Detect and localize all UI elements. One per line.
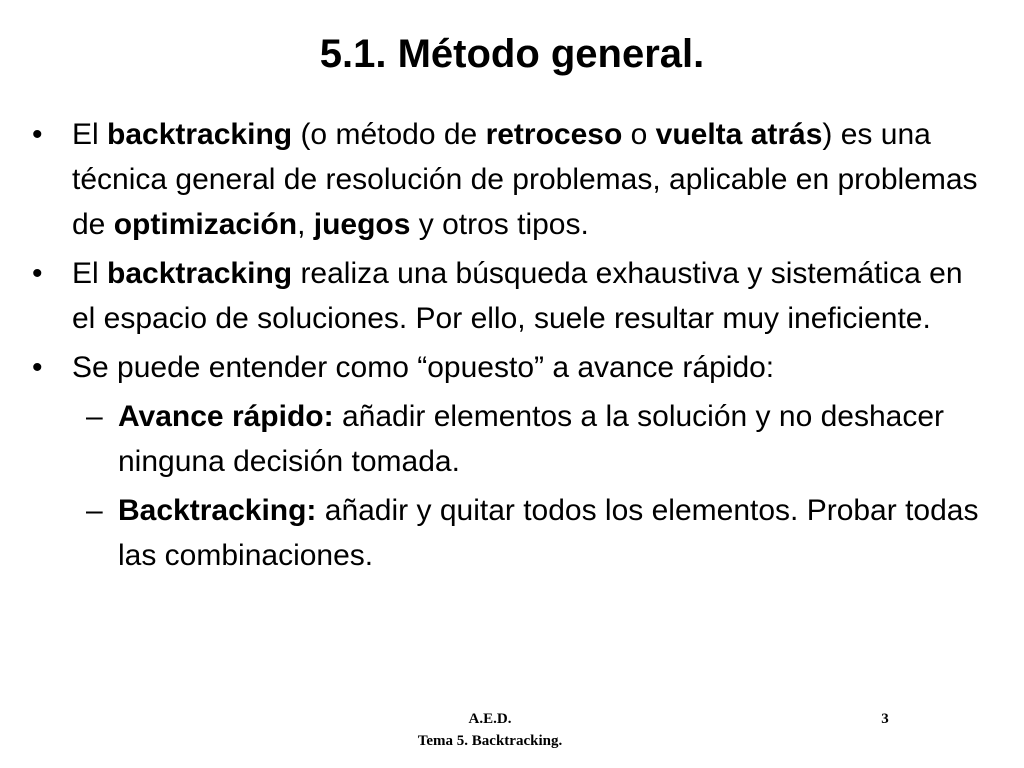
sub-bullet-item-2 — [32, 488, 992, 578]
bold-term: backtracking — [107, 118, 293, 151]
bullet-text: , — [297, 208, 314, 241]
footer-topic: Tema 5. Backtracking. — [417, 733, 563, 749]
bullet-item-2 — [32, 251, 992, 341]
sub-bullet-text: añadir y quitar todos los elementos. Probar todas las combinaciones. — [118, 494, 979, 572]
bullet-text: Se puede entender como “opuesto” a avance rápido: — [72, 351, 775, 384]
bullet-marker: • — [32, 351, 43, 384]
footer-course: A.E.D. — [468, 711, 512, 727]
bold-term: retroceso — [485, 118, 623, 151]
bullet-marker: • — [32, 257, 43, 290]
slide-title: 5.1. Método general. — [319, 32, 705, 76]
bullet-text: realiza una búsqueda exhaustiva y sistemática en el espacio de soluciones. Por ello, suele resultar muy ineficiente. — [72, 257, 963, 335]
bullet-text: (o método de — [292, 118, 486, 151]
bullet-item-1 — [32, 112, 992, 247]
bold-term: juegos — [313, 208, 411, 241]
bullet-marker: • — [32, 118, 43, 151]
bullet-text: ) es una técnica general de resolución de problemas, aplicable en problemas de — [72, 118, 978, 241]
bold-term: vuelta atrás — [655, 118, 823, 151]
bold-term: backtracking — [107, 257, 293, 290]
bold-term: optimización — [113, 208, 298, 241]
slide-footer — [330, 708, 650, 752]
bullet-item-3 — [32, 345, 992, 390]
bullet-text: o — [622, 118, 656, 151]
bullet-text: El — [72, 118, 108, 151]
slide-content — [32, 112, 992, 582]
sub-bullet-text: añadir elementos a la solución y no deshacer ninguna decisión tomada. — [118, 400, 944, 478]
dash-marker: – — [86, 494, 103, 527]
dash-marker: – — [86, 400, 103, 433]
page-number: 3 — [881, 711, 889, 727]
bullet-text: El — [72, 257, 108, 290]
bullet-text: y otros tipos. — [410, 208, 589, 241]
sub-bullet-item-1 — [32, 394, 992, 484]
bold-term: Avance rápido: — [118, 400, 334, 433]
bold-term: Backtracking: — [118, 494, 317, 527]
